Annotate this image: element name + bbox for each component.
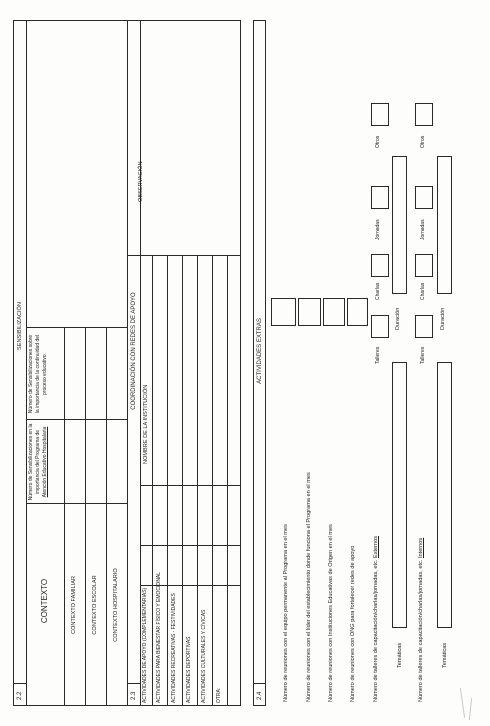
- row-contexto-hospitalario: CONTEXTO HOSPITALARIO: [113, 568, 119, 642]
- label-otros-int: Otros: [420, 135, 426, 148]
- row-actividades-recreativas: ACTIVIDADES RECREATIVAS - FESTIVIDADES: [171, 593, 177, 703]
- label-reuniones-ong: Número de reuniones con ONG para fortalecer redes de apoyo: [350, 545, 356, 702]
- row-actividades-bienestar: ACTIVIDADES PARA BIENESTAR FÍSICO Y EMOCIONAL: [156, 571, 162, 703]
- input-jornadas-externos[interactable]: [371, 186, 389, 209]
- input-jornadas-internos[interactable]: [415, 186, 433, 209]
- row-contexto-escolar: CONTEXTO ESCOLAR: [92, 575, 98, 635]
- label-talleres-internos: Número de talleres de capacitación/charlas/jornadas, etc. Internos: [418, 537, 424, 702]
- section-number-2-2: 2.2: [17, 691, 23, 700]
- header-sensibilizaciones-programa: Número de Sensibilizaciones en la importancia del Programa de Atención Educativo Hospitalaria: [28, 423, 48, 501]
- input-talleres-internos[interactable]: [415, 315, 433, 338]
- row-actividades-deportivas: ACTIVIDADES DEPORTIVAS: [186, 636, 192, 703]
- section-number-2-4: 2.4: [257, 691, 263, 700]
- label-charlas-int: Charlas: [420, 282, 426, 300]
- row-contexto-familiar: CONTEXTO FAMILIAR: [71, 575, 77, 635]
- input-otros-internos[interactable]: [415, 103, 433, 126]
- input-tematicas-internos[interactable]: [437, 362, 452, 628]
- label-otros-ext: Otros: [375, 135, 381, 148]
- header-sensibilizaciones-continuidad: Número de Sensibilizaciones sobre la importancia de la continuidad del proceso educativo.: [28, 334, 48, 414]
- section-title-actividades-extras: ACTIVIDADES EXTRAS: [257, 318, 263, 384]
- header-observacion: OBSERVACIÓN: [138, 161, 144, 202]
- header-nombre-institucion: NOMBRE DE LA INSTITUCIÓN: [143, 384, 149, 464]
- label-jornadas-ext: Jornadas: [375, 219, 381, 240]
- input-duracion-externos[interactable]: [392, 156, 407, 294]
- input-reuniones-instituciones[interactable]: [323, 298, 345, 326]
- input-tematicas-externos[interactable]: [392, 362, 407, 628]
- scan-mark: [469, 698, 472, 720]
- section-title-coordinacion: COORDINACIÓN CON REDES DE APOYO: [131, 292, 137, 410]
- scan-mark: [460, 688, 465, 718]
- row-actividades-culturales: ACTIVIDADES CULTURALES Y CÍVICAS: [201, 609, 207, 703]
- section-number-2-3: 2.3: [131, 691, 137, 700]
- label-tematicas-int: Temáticas: [442, 642, 448, 668]
- input-otros-externos[interactable]: [371, 103, 389, 126]
- input-charlas-internos[interactable]: [415, 254, 433, 277]
- input-reuniones-equipo[interactable]: [271, 298, 296, 326]
- input-reuniones-ong[interactable]: [347, 298, 368, 326]
- input-duracion-internos[interactable]: [437, 156, 452, 294]
- row-actividades-apoyo: ACTIVIDADES DE APOYO (COMPLEMENTARIAS): [142, 587, 148, 703]
- section-title-sensibilizacion: SENSIBILIZACIÓN: [17, 302, 23, 350]
- label-reuniones-instituciones: Número de reuniones con Instituciones Educativas de Origen en el mes: [328, 524, 334, 702]
- label-charlas-ext: Charlas: [375, 282, 381, 300]
- input-talleres-externos[interactable]: [371, 315, 389, 338]
- input-charlas-externos[interactable]: [371, 254, 389, 277]
- label-talleres-ext: Talleres: [375, 346, 381, 364]
- label-reuniones-equipo: Número de reuniones con el equipo permanente al Programa en el mes: [283, 524, 289, 702]
- label-jornadas-int: Jornadas: [420, 219, 426, 240]
- row-otra: OTRA:: [216, 687, 222, 703]
- label-duracion-ext: Duración: [395, 307, 401, 330]
- input-reuniones-lider[interactable]: [298, 298, 321, 326]
- label-tematicas-ext: Temáticas: [397, 642, 403, 668]
- label-talleres-int: Talleres: [420, 346, 426, 364]
- label-duracion-int: Duración: [440, 307, 446, 330]
- label-reuniones-lider: Número de reuniones con el líder del establecimiento donde funciona el Programa en el mes: [306, 472, 312, 702]
- label-talleres-externos: Número de talleres de capacitación/charlas/jornadas, etc. Externos: [373, 535, 379, 702]
- header-contexto: CONTEXTO: [40, 578, 49, 624]
